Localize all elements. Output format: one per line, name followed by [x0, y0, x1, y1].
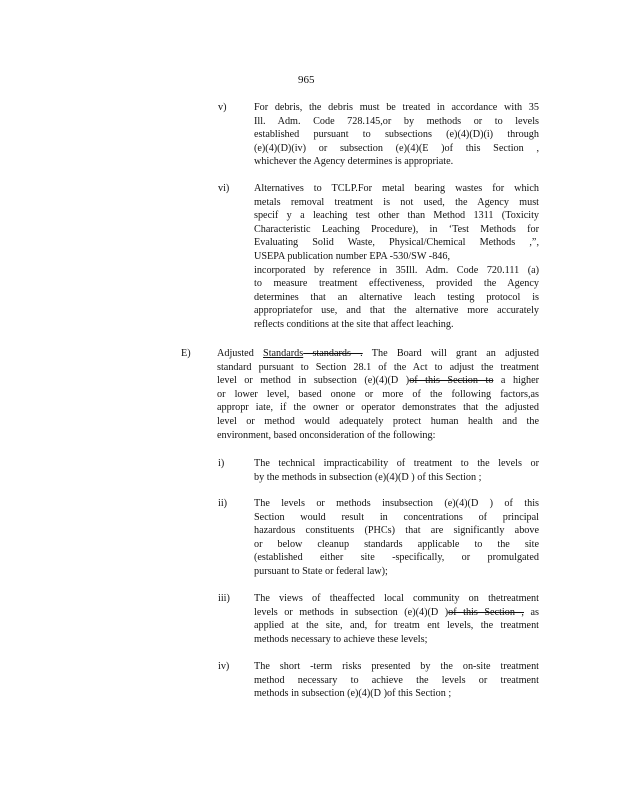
- text-line: Section would result in concentrations of principal: [254, 511, 539, 523]
- text-line: appropriatefor use, and that the alternative more accurately: [254, 305, 539, 317]
- item-marker: v): [218, 102, 227, 113]
- text-line: applied at the site, and, for treatm ent levels, the treatment: [254, 620, 539, 632]
- text-line: determines that an alternative leach testing protocol is: [254, 291, 539, 303]
- text-line: or below cleanup standards applicable to the site: [254, 538, 539, 550]
- item-marker: i): [218, 458, 225, 469]
- text-line: methods necessary to achieve these levels;: [254, 633, 428, 645]
- text-line: Ill. Adm. Code 728.145,or by methods or to levels: [254, 115, 539, 127]
- text-line: level or method would adequately protect human health and the: [217, 415, 539, 427]
- text-line: [254, 606, 539, 620]
- item-marker: ii): [218, 498, 228, 509]
- text-line: Characteristic Leaching Procedure), in ‘Test Methods for: [254, 223, 539, 235]
- text-line: USEPA publication number EPA -530/SW -846,: [254, 250, 451, 262]
- text-line: standard pursuant to Section 28.1 of the Act to adjust the treatment: [217, 361, 539, 373]
- text-line: The levels or methods insubsection (e)(4)(D ) of this: [254, 498, 539, 509]
- item-body: [254, 457, 539, 484]
- text-line: to measure treatment effectiveness, provided the Agency: [254, 278, 539, 290]
- text-line: (established either site -specifically, or promulgated: [254, 552, 539, 564]
- deleted-text: of this Section to: [409, 375, 494, 387]
- text-line: methods in subsection (e)(4)(D )of this Section ;: [254, 688, 452, 700]
- text-line: whichever the Agency determines is appropriate.: [254, 156, 454, 168]
- text-line: reflects conditions at the site that affect leaching.: [254, 318, 454, 330]
- page-number: 965: [298, 74, 315, 86]
- item-marker: iv): [218, 661, 230, 672]
- text-line: environment, based onconsideration of the following:: [217, 429, 436, 441]
- text-line: For debris, the debris must be treated in accordance with 35: [254, 102, 539, 113]
- text-segment: a higher: [493, 375, 539, 387]
- text-segment: Adjusted: [217, 348, 264, 359]
- text-line: metals removal treatment is not used, the Agency must: [254, 196, 539, 208]
- text-line: [217, 347, 539, 361]
- text-line: incorporated by reference in 35Ill. Adm. Code 720.111 (a): [254, 264, 539, 276]
- item-body: [254, 592, 539, 646]
- item-body: [254, 182, 539, 332]
- item-marker: iii): [218, 593, 230, 604]
- text-segment: The Board will grant an adjusted: [362, 348, 540, 359]
- text-line: The views of theaffected local community on thetreatment: [254, 593, 539, 604]
- text-line: The short -term risks presented by the on-site treatment: [254, 661, 539, 672]
- text-segment: level or method in subsection (e)(4)(D ): [217, 375, 410, 387]
- text-line: pursuant to State or federal law);: [254, 565, 388, 577]
- inserted-text: Standards: [263, 348, 304, 359]
- text-line: established pursuant to subsections (e)(4)(D)(i) through: [254, 129, 539, 141]
- item-body: [254, 660, 539, 701]
- text-line: (e)(4)(D)(iv) or subsection (e)(4)(E )of this Section ,: [254, 142, 539, 154]
- item-body: [217, 347, 539, 442]
- text-line: appropr iate, if the owner or operator demonstrates that the adjusted: [217, 402, 539, 414]
- text-line: method necessary to achieve the levels or treatment: [254, 674, 539, 686]
- text-segment: as: [523, 606, 539, 618]
- text-line: [217, 374, 539, 388]
- text-segment: levels or methods in subsection (e)(4)(D ): [254, 606, 449, 618]
- text-line: by the methods in subsection (e)(4)(D ) of this Section ;: [254, 471, 482, 483]
- text-line: hazardous constituents (PHCs) that are significantly above: [254, 525, 539, 537]
- text-line: specif y a leaching test other than Method 1311 (Toxicity: [254, 210, 539, 222]
- text-line: Evaluating Solid Waste, Physical/Chemical Methods ,”,: [254, 237, 539, 249]
- text-line: or lower level, based onone or more of the following factors,as: [217, 388, 539, 400]
- item-marker: E): [181, 348, 191, 359]
- text-line: Alternatives to TCLP.For metal bearing wastes for which: [254, 183, 539, 194]
- item-marker: vi): [218, 183, 230, 194]
- item-body: [254, 497, 539, 579]
- text-line: The technical impracticability of treatment to the levels or: [254, 458, 539, 469]
- deleted-text: of this Section ,: [448, 606, 524, 618]
- deleted-text: standards .: [303, 348, 363, 359]
- item-body: [254, 101, 539, 169]
